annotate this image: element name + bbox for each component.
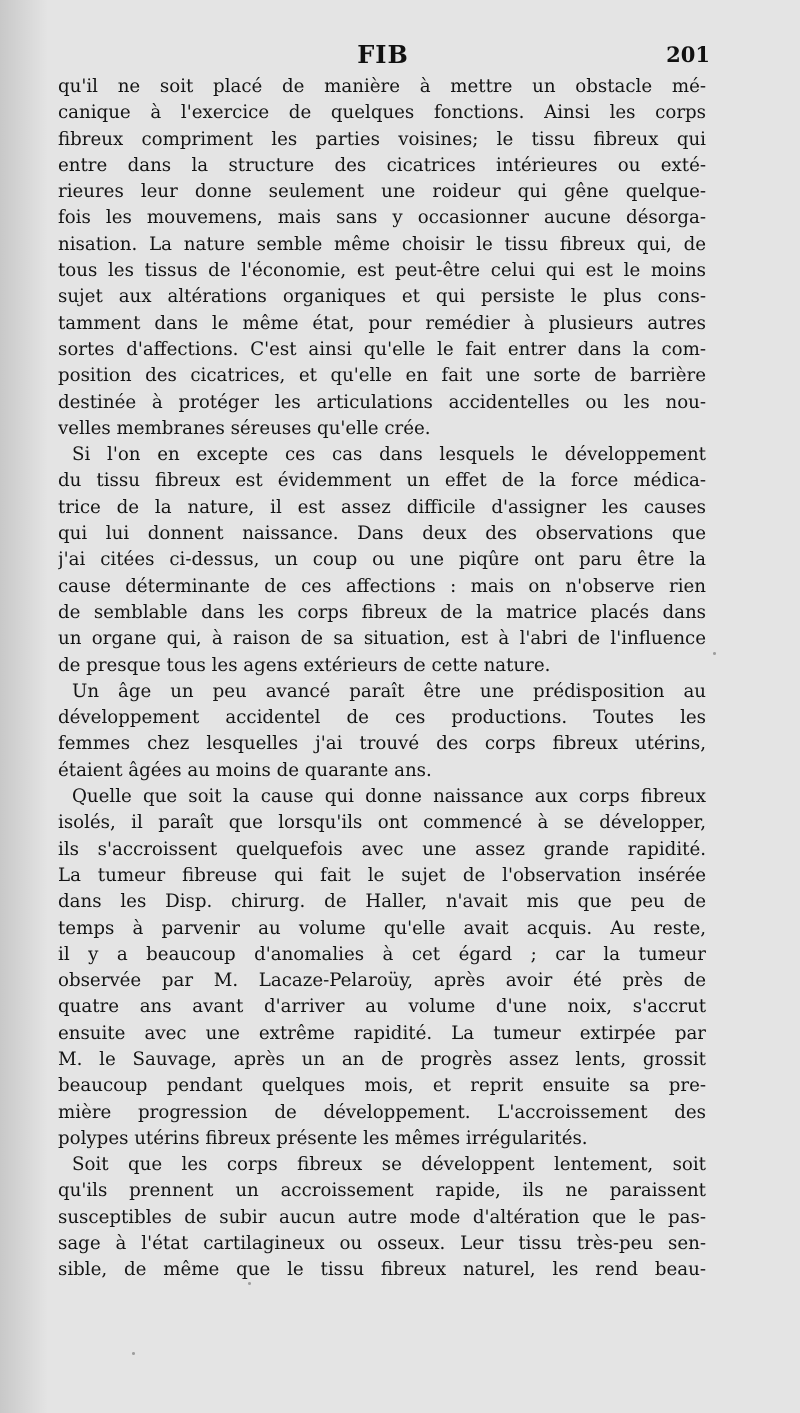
text-line: position des cicatrices, et qu'elle en fait une sorte de barrière bbox=[58, 365, 706, 387]
text-line: Un âge un peu avancé paraît être une prédisposition au bbox=[72, 680, 706, 702]
page-number: 201 bbox=[666, 42, 710, 67]
text-line: La tumeur fibreuse qui fait le sujet de l'observation insérée bbox=[58, 864, 706, 886]
text-line: étaient âgées au moins de quarante ans. bbox=[58, 759, 432, 781]
text-line: beaucoup pendant quelques mois, et reprit ensuite sa pre- bbox=[58, 1075, 706, 1097]
text-line: nisation. La nature semble même choisir le tissu fibreux qui, de bbox=[58, 233, 706, 255]
text-line: susceptibles de subir aucun autre mode d'altération que le pas- bbox=[58, 1206, 706, 1228]
text-line: fibreux compriment les parties voisines; le tissu fibreux qui bbox=[58, 128, 706, 150]
text-line: velles membranes séreuses qu'elle crée. bbox=[58, 417, 431, 439]
text-line: du tissu fibreux est évidemment un effet de la force médica- bbox=[58, 470, 706, 492]
text-line: un organe qui, à raison de sa situation, est à l'abri de l'influence bbox=[58, 628, 706, 650]
text-line: rieures leur donne seulement une roideur qui gêne quelque- bbox=[58, 181, 706, 203]
text-line: développement accidentel de ces productions. Toutes les bbox=[58, 707, 706, 729]
text-line: femmes chez lesquelles j'ai trouvé des corps fibreux utérins, bbox=[58, 733, 706, 755]
text-line: qu'il ne soit placé de manière à mettre un obstacle mé- bbox=[58, 76, 706, 97]
text-line: de semblable dans les corps fibreux de la matrice placés dans bbox=[58, 601, 706, 623]
text-line: entre dans la structure des cicatrices intérieures ou exté- bbox=[58, 154, 706, 176]
running-title: FIB bbox=[357, 40, 409, 69]
text-line: il y a beaucoup d'anomalies à cet égard ; car la tumeur bbox=[58, 943, 706, 965]
text-line: ils s'accroissent quelquefois avec une assez grande rapidité. bbox=[58, 838, 706, 860]
text-line: tous les tissus de l'économie, est peut-être celui qui est le moins bbox=[58, 260, 706, 282]
paper-speck bbox=[713, 652, 716, 655]
text-line: M. le Sauvage, après un an de progrès assez lents, grossit bbox=[58, 1048, 706, 1070]
text-line: observée par M. Lacaze-Pelaroüy, après avoir été près de bbox=[58, 970, 706, 992]
text-line: de presque tous les agens extérieurs de cette nature. bbox=[58, 654, 551, 676]
running-head bbox=[56, 40, 710, 74]
text-line: sortes d'affections. C'est ainsi qu'elle le fait entrer dans la com- bbox=[58, 338, 706, 360]
text-line: canique à l'exercice de quelques fonctions. Ainsi les corps bbox=[58, 102, 706, 124]
text-line: isolés, il paraît que lorsqu'ils ont commencé à se développer, bbox=[58, 812, 706, 834]
text-line: sage à l'état cartilagineux ou osseux. Leur tissu très-peu sen- bbox=[58, 1233, 706, 1255]
text-line: fois les mouvemens, mais sans y occasionner aucune désorga- bbox=[58, 207, 706, 229]
body-text bbox=[58, 74, 706, 1284]
paper-speck bbox=[132, 1352, 135, 1355]
text-line: trice de la nature, il est assez difficile d'assigner les causes bbox=[58, 496, 706, 518]
binding-shadow bbox=[0, 0, 48, 1413]
text-line: cause déterminante de ces affections : mais on n'observe rien bbox=[58, 575, 706, 597]
text-line: mière progression de développement. L'accroissement des bbox=[58, 1101, 706, 1123]
text-line: sible, de même que le tissu fibreux naturel, les rend beau- bbox=[58, 1259, 706, 1281]
text-line: polypes utérins fibreux présente les mêmes irrégularités. bbox=[58, 1127, 588, 1149]
text-line: Si l'on en excepte ces cas dans lesquels le développement bbox=[72, 444, 706, 466]
text-line: Soit que les corps fibreux se développent lentement, soit bbox=[72, 1154, 706, 1176]
text-line: dans les Disp. chirurg. de Haller, n'avait mis que peu de bbox=[58, 891, 706, 913]
text-line: Quelle que soit la cause qui donne naissance aux corps fibreux bbox=[72, 786, 706, 808]
text-line: qu'ils prennent un accroissement rapide, ils ne paraissent bbox=[58, 1180, 706, 1202]
text-line: tamment dans le même état, pour remédier à plusieurs autres bbox=[58, 312, 706, 334]
paper-speck bbox=[248, 1282, 251, 1285]
text-line: temps à parvenir au volume qu'elle avait acquis. Au reste, bbox=[58, 917, 706, 939]
text-line: qui lui donnent naissance. Dans deux des observations que bbox=[58, 523, 706, 545]
text-line: quatre ans avant d'arriver au volume d'une noix, s'accrut bbox=[58, 996, 706, 1018]
text-line: ensuite avec une extrême rapidité. La tumeur extirpée par bbox=[58, 1022, 706, 1044]
text-line: destinée à protéger les articulations accidentelles ou les nou- bbox=[58, 391, 706, 413]
text-line: j'ai citées ci-dessus, un coup ou une piqûre ont paru être la bbox=[58, 549, 706, 571]
text-line: sujet aux altérations organiques et qui persiste le plus cons- bbox=[58, 286, 706, 308]
